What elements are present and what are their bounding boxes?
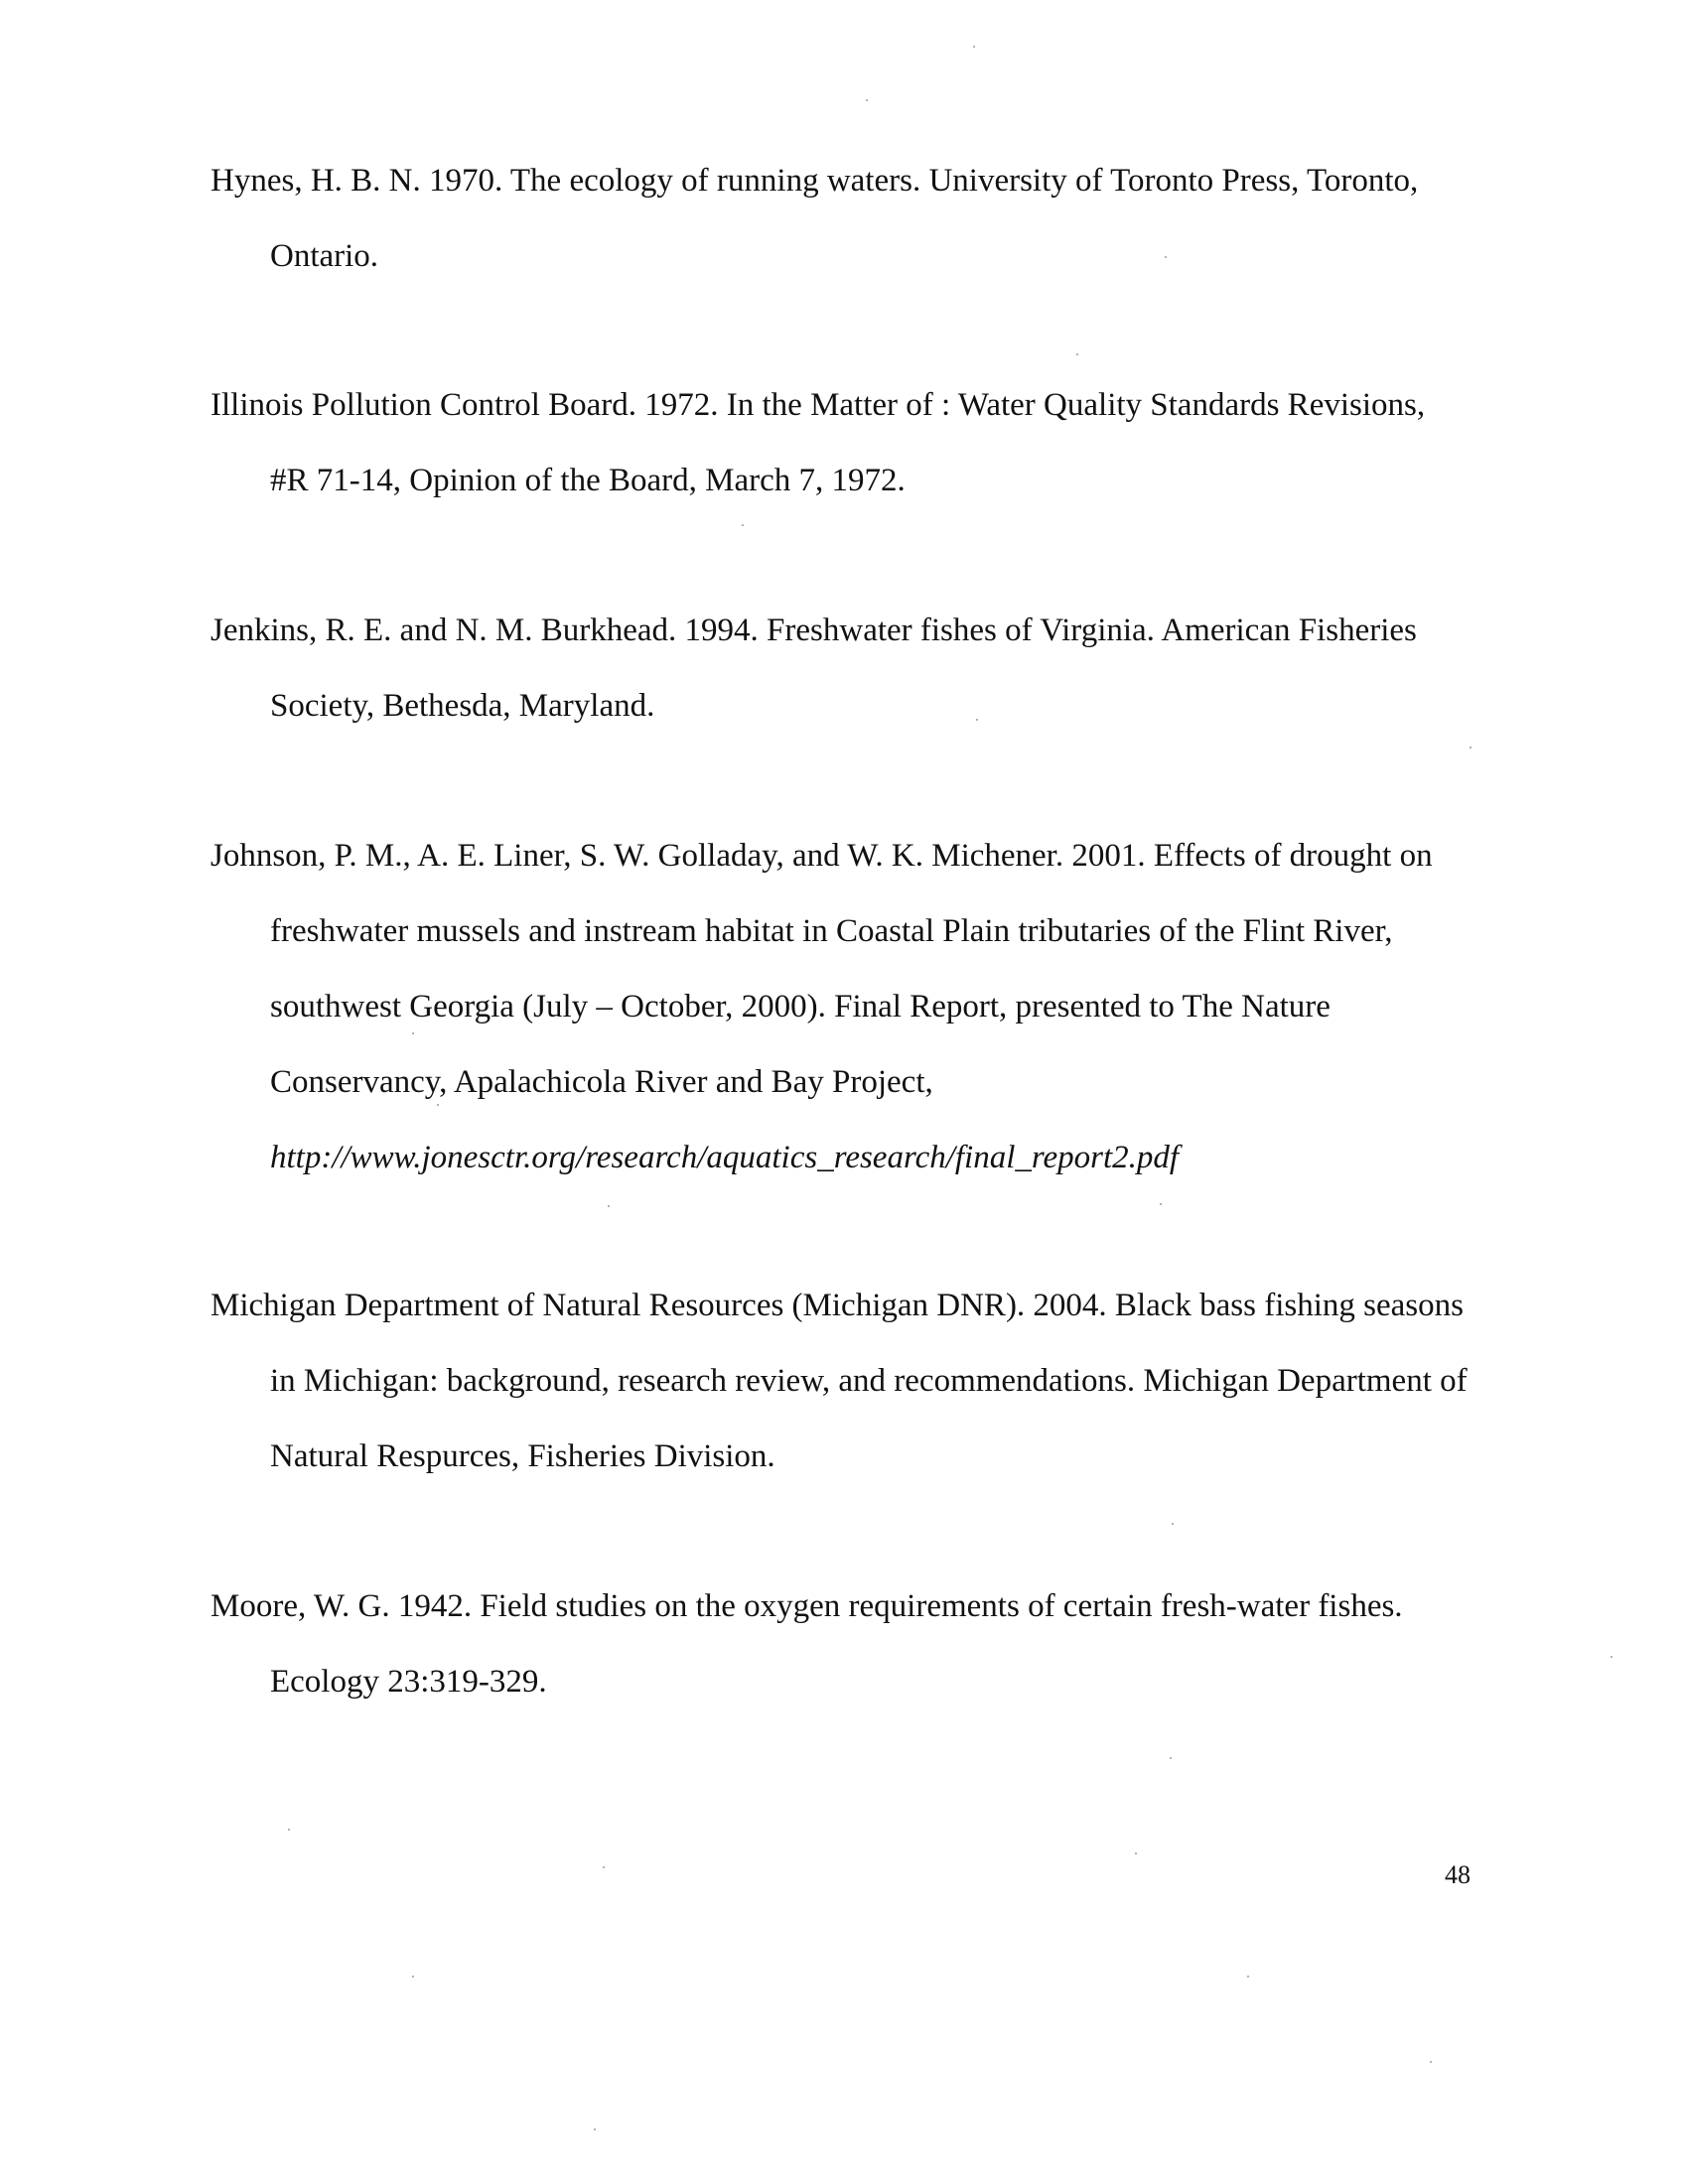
- scan-speck: [594, 2128, 596, 2130]
- reference-line: freshwater mussels and instream habitat in Coastal Plain tributaries of the Flint River,: [270, 913, 1393, 949]
- scan-speck: [1470, 747, 1472, 749]
- scan-speck: [1165, 256, 1167, 258]
- scan-speck: [1170, 1757, 1172, 1759]
- reference-line: Michigan Department of Natural Resources (Michigan DNR). 2004. Black bass fishing seasons: [210, 1288, 1464, 1323]
- scan-speck: [1135, 1852, 1137, 1854]
- reference-line: Illinois Pollution Control Board. 1972. In the Matter of : Water Quality Standards Revisions,: [210, 387, 1426, 423]
- reference-line: #R 71-14, Opinion of the Board, March 7, 1972.: [270, 463, 906, 498]
- page-number: 48: [1445, 1860, 1471, 1889]
- scan-speck: [742, 524, 744, 526]
- reference-line: Ecology 23:319-329.: [270, 1664, 547, 1700]
- reference-michigan-dnr-2004: [210, 1268, 1501, 1494]
- reference-line: Society, Bethesda, Maryland.: [270, 688, 655, 724]
- scan-speck: [1430, 2061, 1432, 2063]
- reference-line: Natural Respurces, Fisheries Division.: [270, 1438, 775, 1474]
- scan-speck: [1160, 1203, 1162, 1205]
- reference-hynes-1970: [210, 143, 1501, 294]
- reference-url: http://www.jonesctr.org/research/aquatics_research/final_report2.pdf: [270, 1140, 1180, 1175]
- scan-speck: [603, 1866, 605, 1868]
- scan-speck: [866, 99, 868, 101]
- reference-line: southwest Georgia (July – October, 2000). Final Report, presented to The Nature: [270, 989, 1331, 1024]
- scan-speck: [976, 719, 978, 721]
- reference-line: Conservancy, Apalachicola River and Bay Project,: [270, 1064, 933, 1100]
- reference-line: Hynes, H. B. N. 1970. The ecology of running waters. University of Toronto Press, Toronto,: [210, 163, 1419, 199]
- scan-speck: [1076, 353, 1078, 355]
- reference-illinois-pcb-1972: [210, 367, 1501, 518]
- reference-line: Ontario.: [270, 238, 379, 274]
- scan-speck: [437, 1104, 439, 1106]
- scan-speck: [1172, 1523, 1174, 1525]
- reference-moore-1942: [210, 1569, 1501, 1719]
- reference-line: Johnson, P. M., A. E. Liner, S. W. Golladay, and W. K. Michener. 2001. Effects of drought on: [210, 838, 1433, 874]
- reference-jenkins-1994: [210, 593, 1501, 744]
- reference-line: Jenkins, R. E. and N. M. Burkhead. 1994. Freshwater fishes of Virginia. American Fisheries: [210, 613, 1417, 648]
- scan-speck: [973, 46, 975, 48]
- scan-speck: [288, 1829, 290, 1831]
- reference-line: Moore, W. G. 1942. Field studies on the oxygen requirements of certain fresh-water fishes.: [210, 1588, 1403, 1624]
- scan-speck: [412, 1032, 414, 1034]
- scan-speck: [412, 1976, 414, 1978]
- scan-speck: [1247, 1976, 1249, 1978]
- scan-speck: [1611, 1656, 1613, 1658]
- scan-speck: [608, 1205, 610, 1207]
- reference-line: in Michigan: background, research review, and recommendations. Michigan Department of: [270, 1363, 1468, 1399]
- reference-johnson-2001: [210, 818, 1501, 1195]
